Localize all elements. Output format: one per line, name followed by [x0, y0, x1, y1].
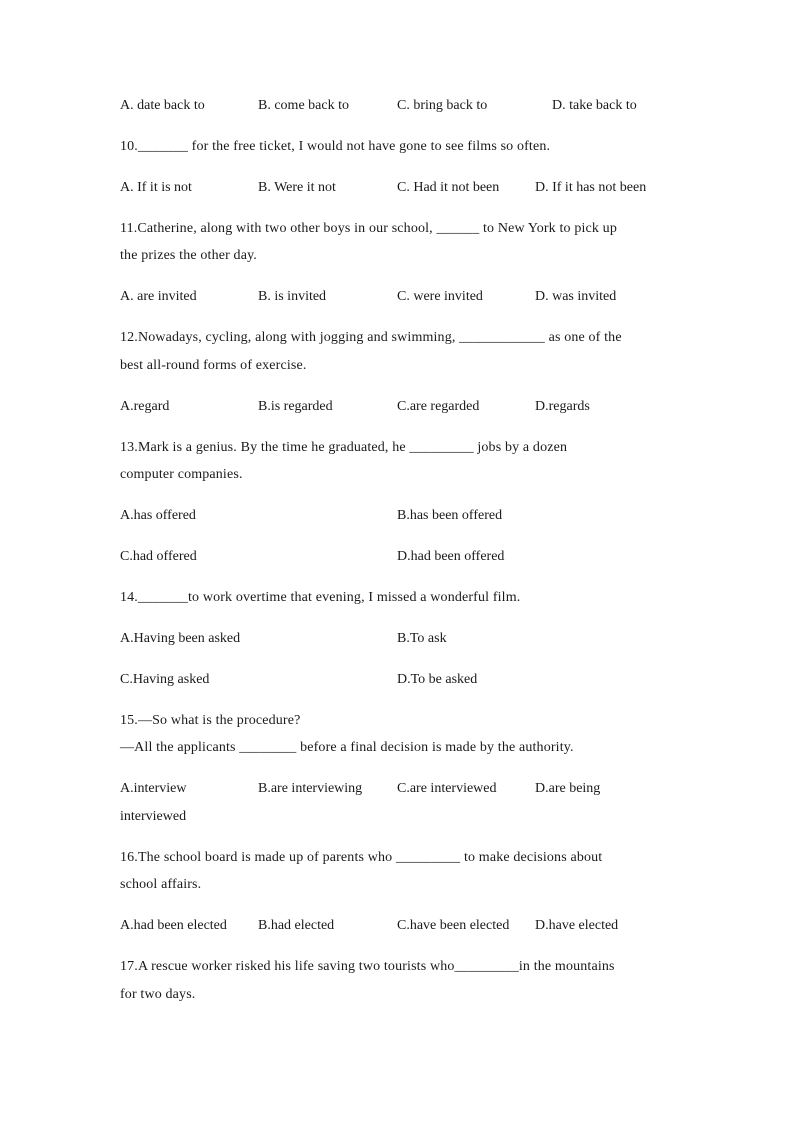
q15-option-a: A.interview: [120, 781, 187, 796]
q13-option-a: A.has offered: [120, 508, 196, 523]
q11-option-a: A. are invited: [120, 289, 197, 304]
q12-stem-line1: 12.Nowadays, cycling, along with jogging and swimming, ____________ as one of the: [120, 330, 622, 345]
q14-option-c: C.Having asked: [120, 672, 210, 687]
q12-option-c: C.are regarded: [397, 399, 480, 414]
q11-stem-line2: the prizes the other day.: [120, 248, 257, 263]
q17-stem-line1: 17.A rescue worker risked his life saving two tourists who_________in the mountains: [120, 959, 615, 974]
q16-option-b: B.had elected: [258, 918, 335, 933]
q14-option-b: B.To ask: [397, 631, 447, 646]
q17-stem-line2: for two days.: [120, 987, 196, 1002]
q13-option-c: C.had offered: [120, 549, 197, 564]
q14-stem: 14._______to work overtime that evening, I missed a wonderful film.: [120, 590, 521, 605]
q14-option-a: A.Having been asked: [120, 631, 241, 646]
q16-stem-line2: school affairs.: [120, 877, 202, 892]
q15-stem-line1: 15.—So what is the procedure?: [120, 713, 301, 728]
q14-option-d: D.To be asked: [397, 672, 478, 687]
q15-option-d-continued: interviewed: [120, 809, 187, 824]
q13-option-b: B.has been offered: [397, 508, 503, 523]
q12-option-a: A.regard: [120, 399, 170, 414]
q10-option-b: B. Were it not: [258, 180, 336, 195]
q9-option-d: D. take back to: [552, 98, 637, 113]
q11-stem-line1: 11.Catherine, along with two other boys in our school, ______ to New York to pick up: [120, 221, 617, 236]
q12-option-b: B.is regarded: [258, 399, 333, 414]
q16-stem-line1: 16.The school board is made up of parents who _________ to make decisions about: [120, 850, 603, 865]
q13-stem-line1: 13.Mark is a genius. By the time he graduated, he _________ jobs by a dozen: [120, 440, 568, 455]
q10-stem: 10._______ for the free ticket, I would not have gone to see films so often.: [120, 139, 551, 154]
q16-option-a: A.had been elected: [120, 918, 227, 933]
q9-option-b: B. come back to: [258, 98, 349, 113]
q15-option-d: D.are being: [535, 781, 601, 796]
q11-option-d: D. was invited: [535, 289, 617, 304]
q16-option-d: D.have elected: [535, 918, 619, 933]
q15-stem-line2: —All the applicants ________ before a final decision is made by the authority.: [120, 740, 574, 755]
q9-option-a: A. date back to: [120, 98, 205, 113]
q13-stem-line2: computer companies.: [120, 467, 243, 482]
q11-option-c: C. were invited: [397, 289, 483, 304]
q15-option-c: C.are interviewed: [397, 781, 497, 796]
q10-option-d: D. If it has not been: [535, 180, 647, 195]
q16-option-c: C.have been elected: [397, 918, 510, 933]
q15-option-b: B.are interviewing: [258, 781, 363, 796]
q12-option-d: D.regards: [535, 399, 590, 414]
q13-option-d: D.had been offered: [397, 549, 505, 564]
q10-option-a: A. If it is not: [120, 180, 192, 195]
q9-option-c: C. bring back to: [397, 98, 488, 113]
q12-stem-line2: best all-round forms of exercise.: [120, 358, 307, 373]
q11-option-b: B. is invited: [258, 289, 327, 304]
q10-option-c: C. Had it not been: [397, 180, 500, 195]
